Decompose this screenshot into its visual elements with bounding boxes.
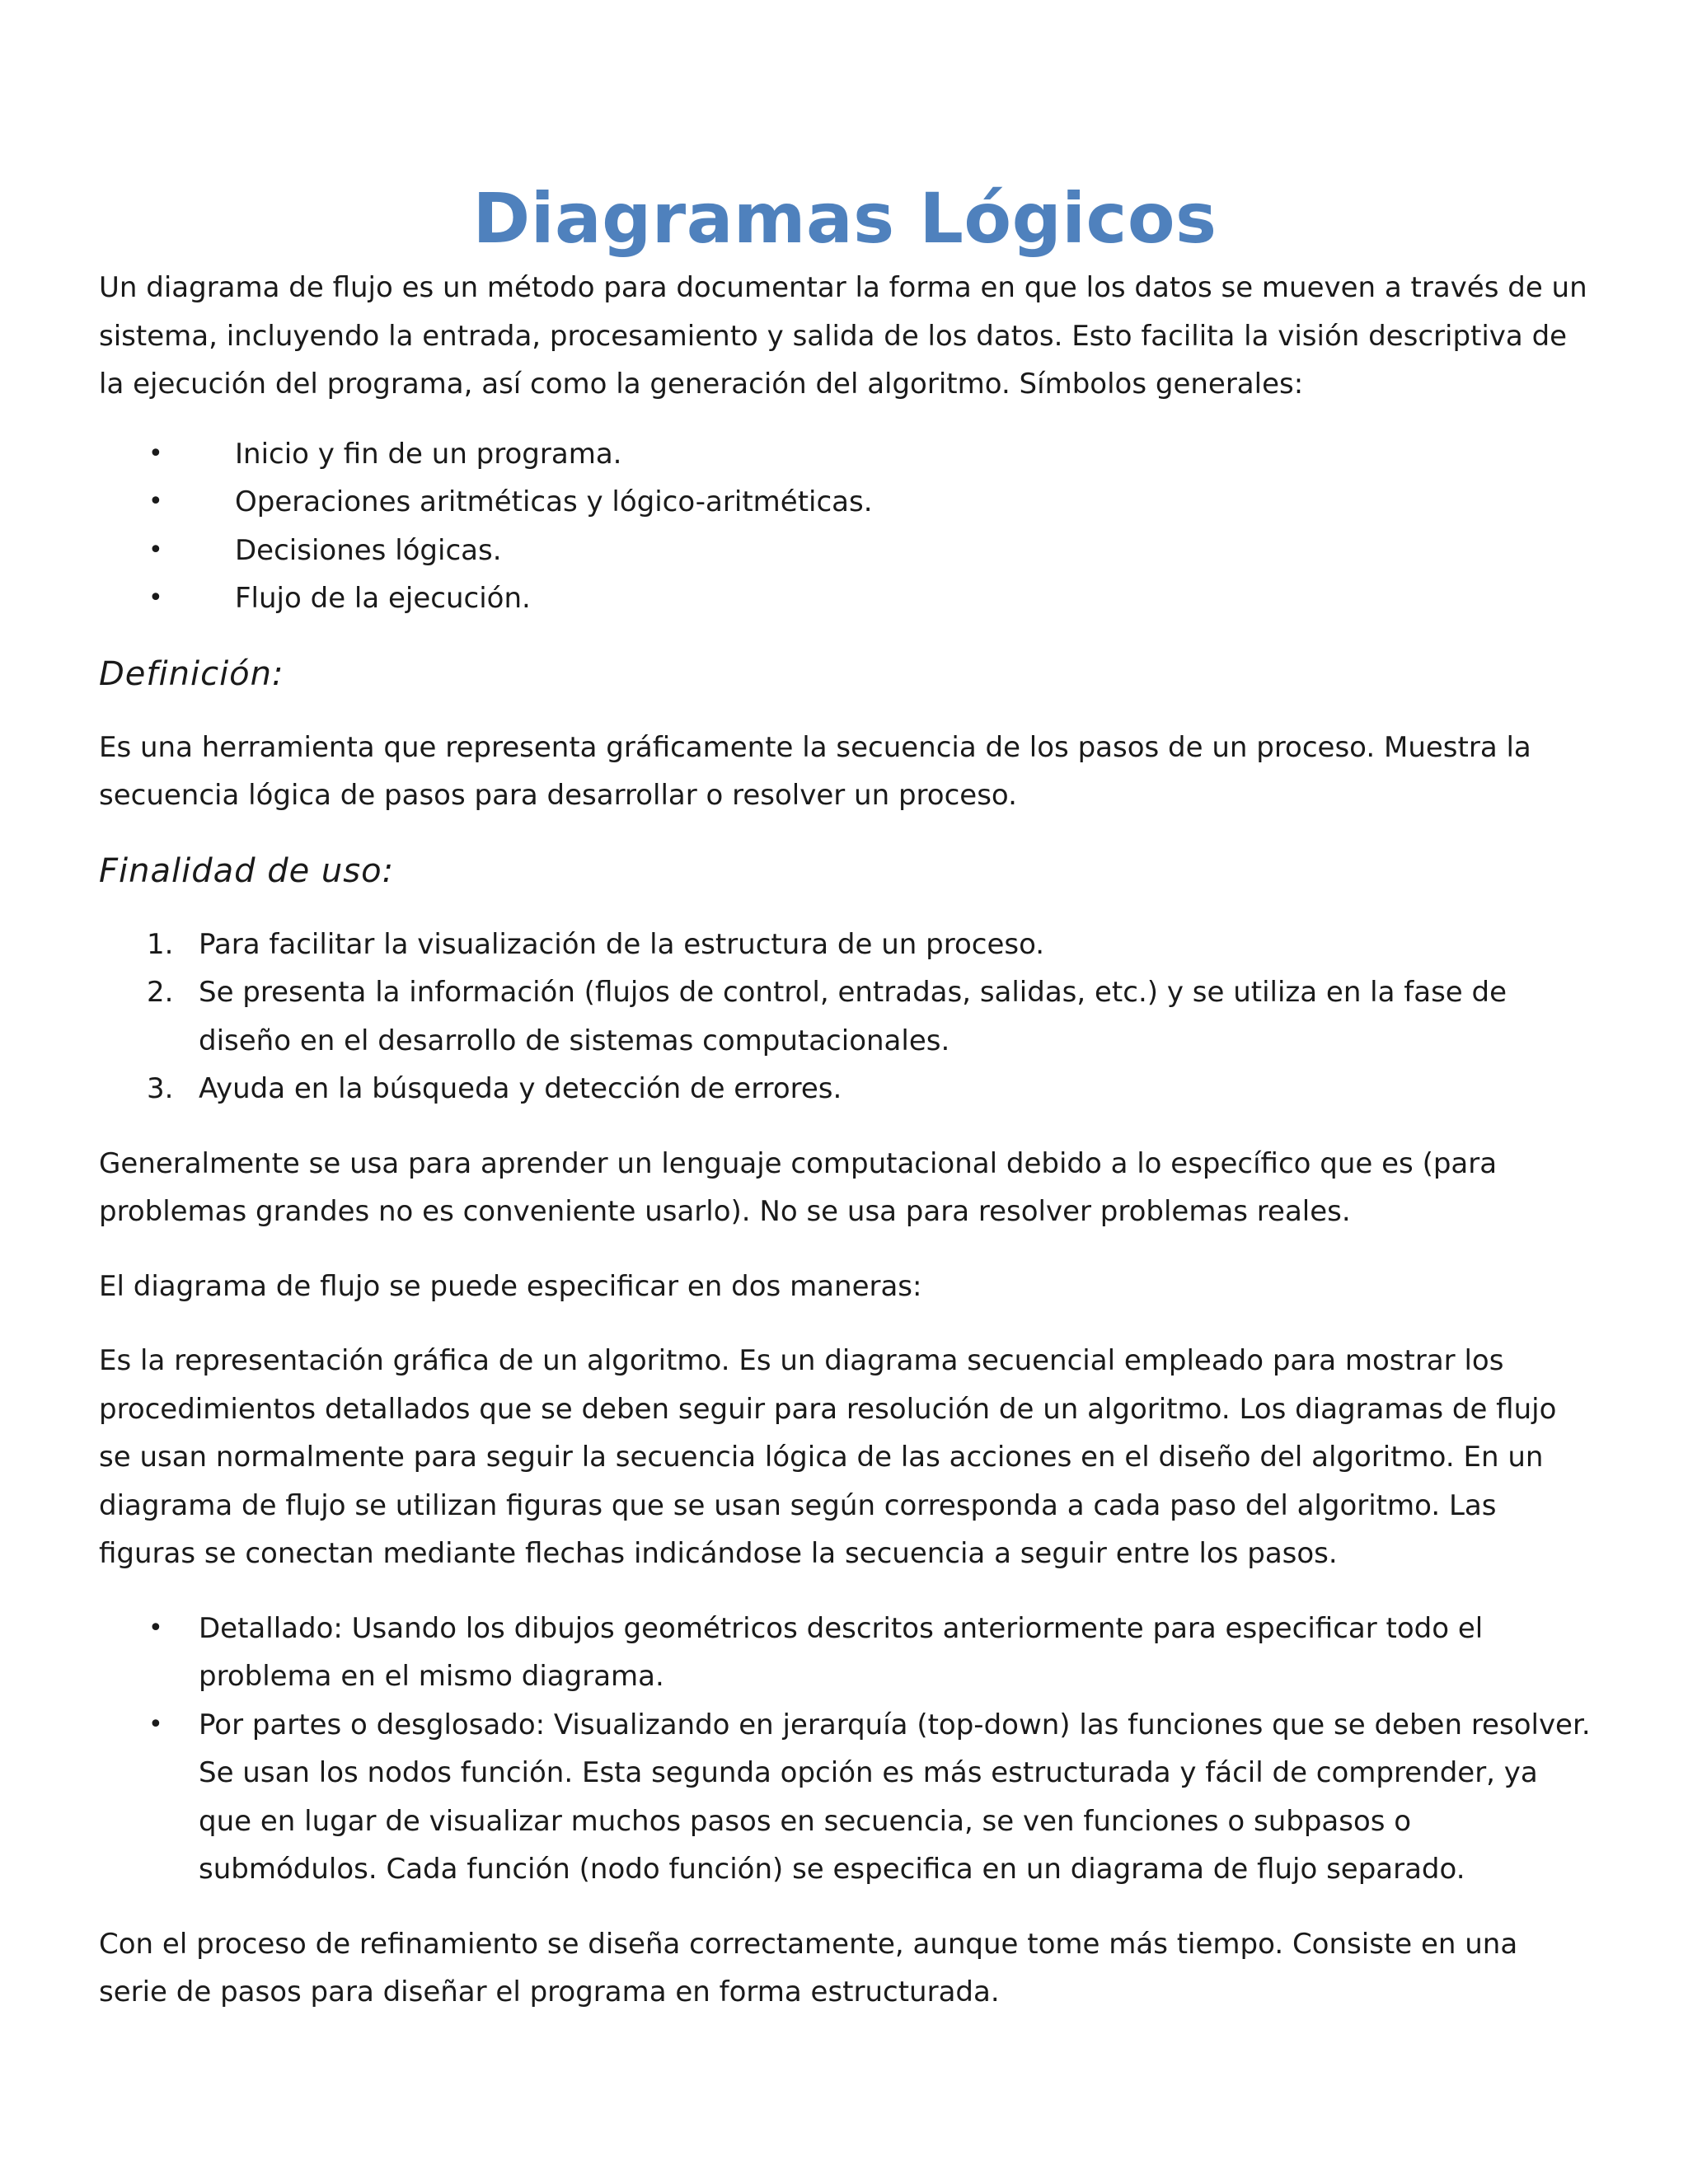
bullet-icon: • [148,487,163,516]
definition-paragraph: Es una herramienta que representa gráficamente la secuencia de los pasos de un proceso. Muestra la secuencia lógica de pasos para desarrollar o resolver un proceso. [99,730,1531,812]
list-number: 3. [147,1072,174,1105]
list-item: 3. Ayuda en la búsqueda y detección de errores. [99,1065,1591,1113]
list-item: • Por partes o desglosado: Visualizando en jerarquía (top-down) las funciones que se deben resolver. Se usan los nodos función. Esta segunda opción es más estructurada y fácil de comprender, ya que en lugar de visualizar muchos pasos en secuencia, se ven funciones o subpasos o submódulos. Cada función (nodo función) se especifica en un diagrama de flujo separado. [99,1701,1591,1894]
bullet-icon: • [148,1613,163,1643]
symbols-list [99,430,1591,623]
list-item: • Detallado: Usando los dibujos geométricos descritos anteriormente para especificar todo el problema en el mismo diagrama. [99,1605,1591,1701]
definition-heading: Definición: [99,654,284,693]
list-item: • Flujo de la ejecución. [99,574,1591,623]
uses-heading: Finalidad de uso: [99,851,395,890]
list-item: 2. Se presenta la información (flujos de control, entradas, salidas, etc.) y se utiliza en la fase de diseño en el desarrollo de sistemas computacionales. [99,968,1591,1065]
two-ways-paragraph: El diagrama de flujo se puede especificar en dos maneras: [99,1269,922,1303]
bullet-icon: • [148,1709,163,1739]
bullet-icon: • [148,583,163,612]
list-item: 1. Para facilitar la visualización de la estructura de un proceso. [99,921,1591,969]
list-number: 2. [147,976,174,1009]
representation-paragraph: Es la representación gráfica de un algoritmo. Es un diagrama secuencial empleado para mostrar los procedimientos detallados que se deben seguir para resolución de un algoritmo. Los diagramas de flujo se usan normalmente para seguir la secuencia lógica de las acciones en el diseño del algoritmo. En un diagrama de flujo se utilizan figuras que se usan según corresponda a cada paso del algoritmo. Las figuras se conectan mediante flechas indicándose la secuencia a seguir entre los pasos. [99,1344,1557,1570]
list-number: 1. [147,927,174,961]
bullet-icon: • [148,438,163,468]
list-item: • Inicio y fin de un programa. [99,430,1591,479]
list-item: • Decisiones lógicas. [99,527,1591,575]
general-use-paragraph: Generalmente se usa para aprender un lenguaje computacional debido a lo específico que es (para problemas grandes no es conveniente usarlo). No se usa para resolver problemas reales. [99,1146,1498,1228]
intro-paragraph: Un diagrama de flujo es un método para documentar la forma en que los datos se mueven a través de un sistema, incluyendo la entrada, procesamiento y salida de los datos. Esto facilita la visión descriptiva de la ejecución del programa, así como la generación del algoritmo. Símbolos generales: [99,271,1587,401]
modes-list [99,1605,1591,1894]
bullet-icon: • [148,535,163,565]
uses-list [99,921,1591,1113]
list-item: • Operaciones aritméticas y lógico-aritméticas. [99,478,1591,527]
document-page [99,173,1591,2017]
refinement-paragraph: Con el proceso de refinamiento se diseña correctamente, aunque tome más tiempo. Consiste en una serie de pasos para diseñar el programa en forma estructurada. [99,1927,1518,2008]
page-title: Diagramas Lógicos [472,178,1217,259]
